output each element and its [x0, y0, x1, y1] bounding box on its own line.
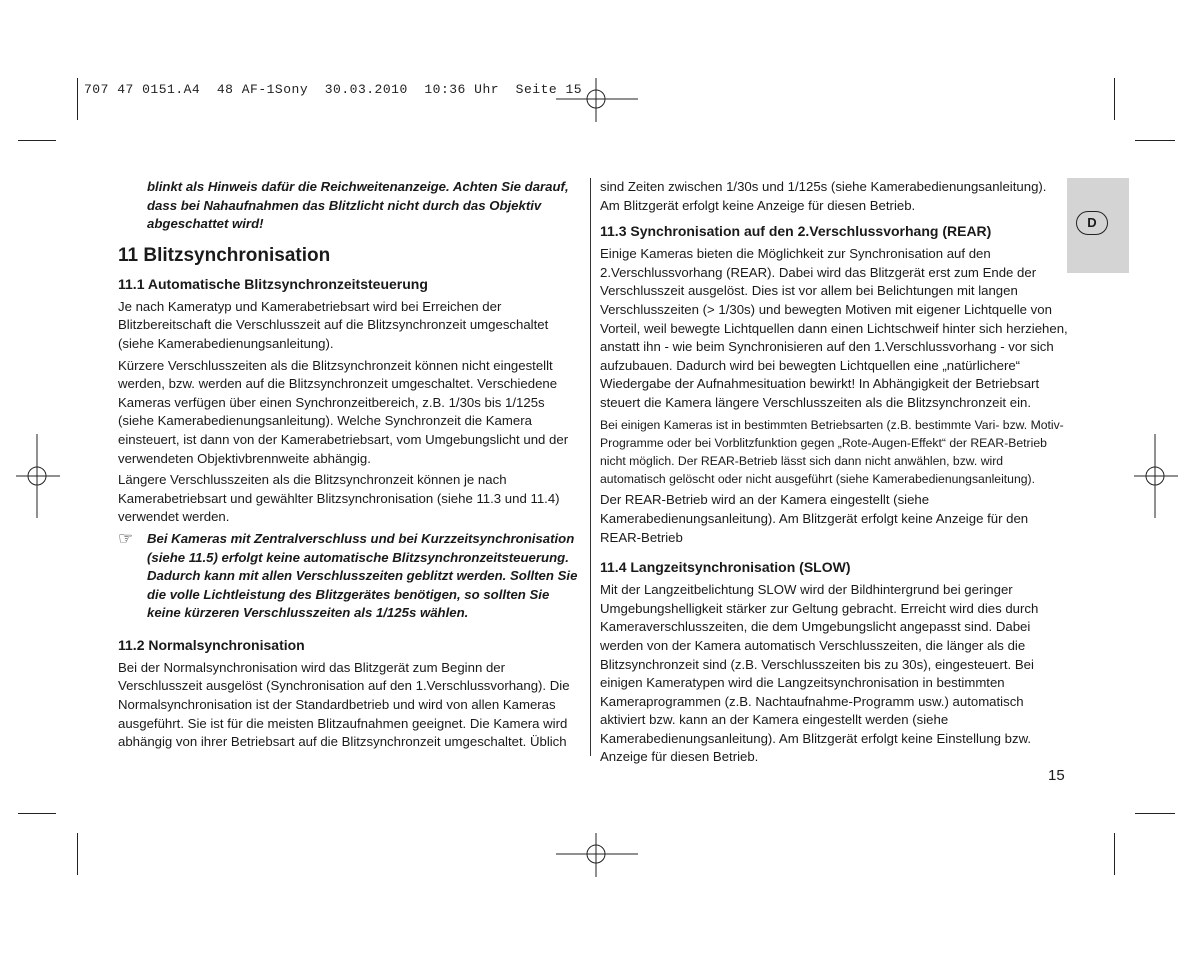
paragraph-11-1-3: Längere Verschlusszeiten als die Blitzsynchronzeit können je nach Kamerabetriebsart und gewählter Blitzsynchronisation (siehe 11.3 und 11.4) verwendet werden. [118, 472, 560, 525]
subsection-11-4-title: 11.4 Langzeitsynchronisation (SLOW) [600, 559, 851, 576]
language-tab [1067, 178, 1129, 273]
note-block [118, 530, 584, 623]
registration-mark-bottom-icon [556, 833, 638, 877]
crop-mark-bottom-left-h [18, 813, 56, 814]
registration-mark-left-icon [16, 434, 60, 518]
intro-note: blinkt als Hinweis dafür die Reichweitenanzeige. Achten Sie darauf, dass bei Nahaufnahmen das Blitzlicht nicht durch das Objektiv abgeschattet wird! [147, 179, 569, 232]
subsection-11-3-title: 11.3 Synchronisation auf den 2.Verschlussvorhang (REAR) [600, 223, 992, 240]
crop-mark-top-right-v [1114, 78, 1115, 120]
subsection-11-2-title: 11.2 Normalsynchronisation [118, 636, 305, 653]
left-column [118, 178, 584, 752]
paragraph-11-3-2: Bei einigen Kameras ist in bestimmten Betriebsarten (z.B. bestimmte Vari- bzw. Motiv-Programme oder bei Vorblitzfunktion gegen „Rote-Augen-Effekt“ der REAR-Betrieb nicht möglich. Der REAR-Betrieb lässt sich dann nicht anwählen, bzw. wird automatisch gelöscht oder nicht ausgeführt (siehe Kamerabedienungsanleitung). [600, 417, 1064, 487]
crop-mark-bottom-right-v [1114, 833, 1115, 875]
column-divider [590, 178, 591, 756]
paragraph-11-1-1: Je nach Kameratyp und Kamerabetriebsart wird bei Erreichen der Blitzbereitschaft die Verschlusszeit auf die Blitzsynchronzeit umgeschaltet (siehe Kamerabedienungsanleitung). [118, 298, 549, 351]
page-number: 15 [1048, 767, 1065, 784]
paragraph-11-3-1: Einige Kameras bieten die Möglichkeit zur Synchronisation auf den 2.Verschlussvorhang (REAR). Dabei wird das Blitzgerät erst zum Ende der Verschlusszeit ausgelöst. Dies ist vor allem bei Belichtungen mit langen Verschlusszeiten (> 1/30s) und bewegten Motiven mit eigener Lichtquelle von Vorteil, weil bewegte Lichtquellen dann einen Lichtschweif hinter sich herziehen, anstatt ihn - wie beim Synchronisieren auf den 1.Verschlussvorhang - vor sich aufzubauen. Dadurch wird bei bewegten Lichtquellen eine „natürlichere“ Wiedergabe der Aufnahmesituation bewirkt! In Abhängigkeit der Betriebsart steuert die Kamera längere Verschlusszeiten als die Blitzsynchronzeit ein. [600, 246, 1068, 410]
registration-mark-right-icon [1134, 434, 1178, 518]
section-title: 11 Blitzsynchronisation [118, 244, 331, 266]
crop-mark-top-left-h [18, 140, 56, 141]
right-column [600, 178, 1068, 767]
note-text: Bei Kameras mit Zentralverschluss und bei Kurzzeitsynchronisation (siehe 11.5) erfolgt keine automatische Blitzsynchronzeitsteuerung. Dadurch kann mit allen Verschlusszeiten geblitzt werden. Sollten Sie die volle Lichtleistung des Blitzgerätes benötigen, so sollten Sie keine kürzeren Verschlusszeiten als 1/125s wählen. [147, 530, 578, 621]
crop-mark-top-right-h [1135, 140, 1175, 141]
crop-mark-top-left-v [77, 78, 78, 120]
paragraph-11-2-1: Bei der Normalsynchronisation wird das Blitzgerät zum Beginn der Verschlusszeit ausgelöst (Synchronisation auf den 1.Verschlussvorhang). Die Normalsynchronisation ist der Standardbetrieb und wird von allen Kameras ausgeführt. Sie ist für die meisten Blitzaufnahmen geeignet. Die Kamera wird abhängig von ihrer Betriebsart auf die Blitzsynchronzeit umgeschaltet. Üblich [118, 659, 570, 750]
print-slug: 707 47 0151.A4 48 AF-1Sony 30.03.2010 10:36 Uhr Seite 15 [84, 82, 583, 97]
subsection-11-1-title: 11.1 Automatische Blitzsynchronzeitsteuerung [118, 275, 428, 292]
paragraph-continued: sind Zeiten zwischen 1/30s und 1/125s (siehe Kamerabedienungsanleitung). Am Blitzgerät erfolgt keine Anzeige für diesen Betrieb. [600, 179, 1047, 213]
pointing-hand-icon: ☞ [118, 528, 134, 548]
paragraph-11-1-2: Kürzere Verschlusszeiten als die Blitzsynchronzeit können nicht eingestellt werden, bzw. werden auf die Blitzsynchronzeit umgeschaltet. Verschiedene Kameras verfügen über einen Synchronzeitbereich, z.B. 1/30s bis 1/125s (siehe Kamerabedienungsanleitung). Welche Synchronzeit die Kamera einsteuert, ist dann von der Kamerabetriebsart, vom Umgebungslicht und der verwendeten Objektivbrennweite abhängig. [118, 357, 569, 466]
crop-mark-bottom-right-h [1135, 813, 1175, 814]
crop-mark-bottom-left-v [77, 833, 78, 875]
registration-mark-top-icon [556, 78, 638, 122]
paragraph-11-4-1: Mit der Langzeitbelichtung SLOW wird der Bildhintergrund bei geringer Umgebungshelligkeit stärker zur Geltung gebracht. Erreicht wird dies durch Kameraverschlusszeiten, die dem Umgebungslicht angepasst sind. Dabei werden von der Kamera automatisch Verschlusszeiten, die länger als die Blitzsynchronzeit sind (z.B. Verschlusszeiten bis zu 30s), eingesteuert. Bei einigen Kameratypen wird die Langzeitsynchronisation in bestimmten Kameraprogrammen (z.B. Nachtaufnahme-Programm usw.) automatisch aktiviert bzw. kann an der Kamera eingestellt werden (siehe Kamerabedienungsanleitung). Am Blitzgerät erfolgt keine Einstellung bzw. Anzeige für diesen Betrieb. [600, 582, 1039, 765]
paragraph-11-3-3: Der REAR-Betrieb wird an der Kamera eingestellt (siehe Kamerabedienungsanleitung). Am Blitzgerät erfolgt keine Anzeige für den REAR-Betrieb [600, 492, 1029, 545]
language-badge: D [1076, 211, 1108, 235]
